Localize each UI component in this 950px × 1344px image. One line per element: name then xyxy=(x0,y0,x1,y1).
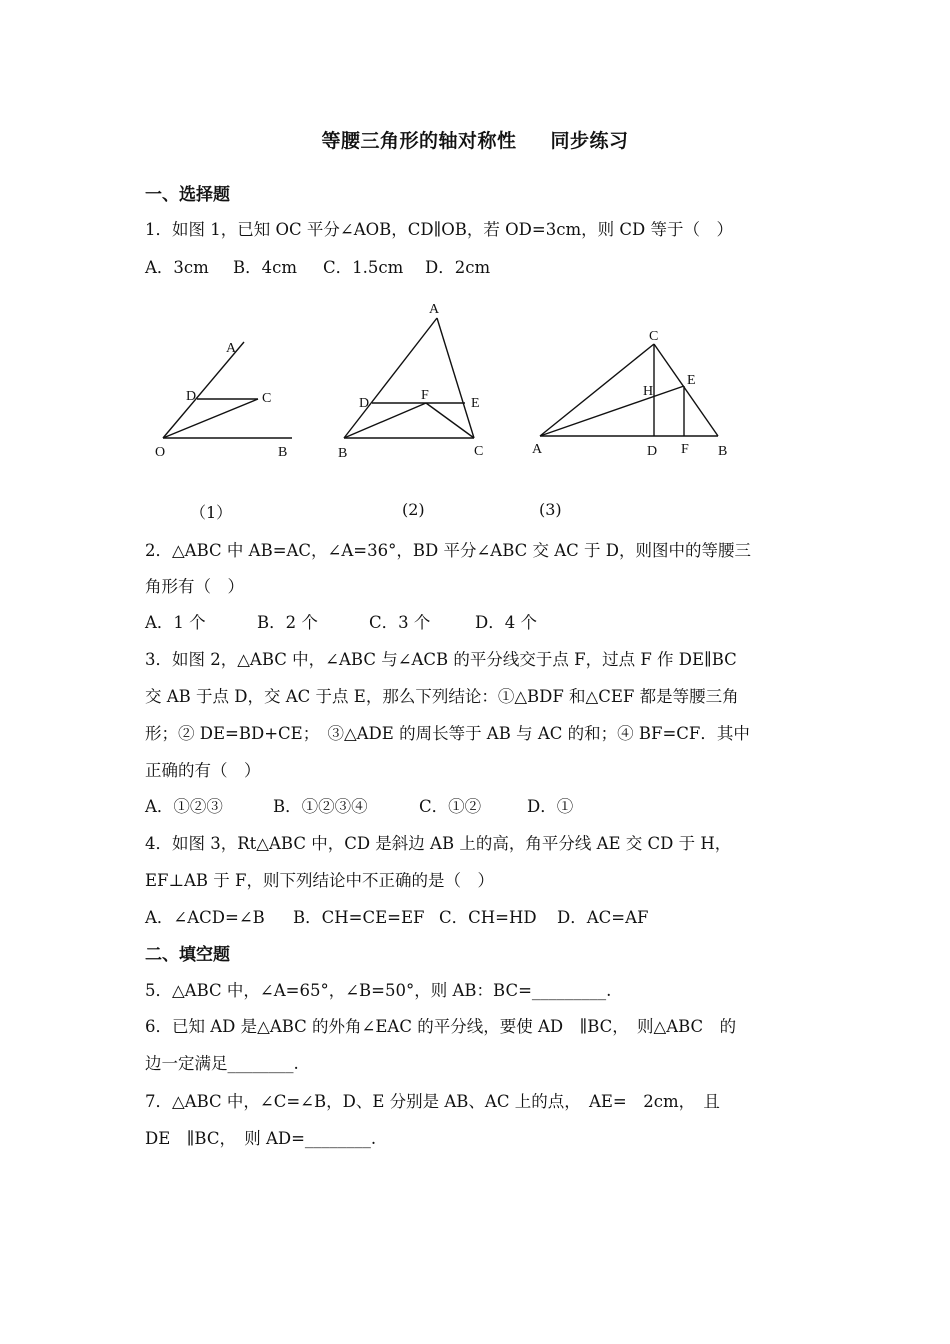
fig2-label-c: C xyxy=(474,444,484,459)
question-5-text: 5．△ABC 中，∠A=65°，∠B=50°，则 AB：BC=_________. xyxy=(145,981,612,1000)
option-b: B．4cm xyxy=(233,258,298,277)
fig1-label-d: D xyxy=(186,389,197,404)
question-1-text: 1．如图 1，已知 OC 平分∠AOB，CD∥OB，若 OD=3cm，则 CD 等于（ ） xyxy=(145,220,733,239)
question-7-line-2: DE ∥BC， 则 AD=________. xyxy=(145,1129,377,1148)
fig3-label-a: A xyxy=(532,442,543,457)
fig1-label-a: A xyxy=(226,341,237,356)
question-3-line-3: 形；② DE=BD+CE； ③△ADE 的周长等于 AB 与 AC 的和；④ BF=CF．其中 xyxy=(145,724,750,743)
fig3-bisector-ae xyxy=(540,386,684,436)
question-2-line-2: 角形有（ ） xyxy=(145,577,244,596)
title-sub: 同步练习 xyxy=(550,130,629,152)
figure-2-caption: (2) xyxy=(402,500,425,519)
option-d: D．① xyxy=(527,797,574,816)
fig3-label-f: F xyxy=(681,442,689,457)
question-3-line-1: 3．如图 2，△ABC 中，∠ABC 与∠ACB 的平分线交于点 F，过点 F 作 DE∥BC xyxy=(145,650,737,669)
option-a: A．∠ACD=∠B xyxy=(145,908,265,927)
option-c: C．3 个 xyxy=(369,613,431,632)
question-3-line-2: 交 AB 于点 D，交 AC 于点 E，那么下列结论：①△BDF 和△CEF 都是等腰三角 xyxy=(145,687,739,706)
question-6-line-1: 6．已知 AD 是△ABC 的外角∠EAC 的平分线，要使 AD ∥BC， 则△ABC 的 xyxy=(145,1017,737,1036)
option-a: A．1 个 xyxy=(145,613,206,632)
section-heading-choice: 一、选择题 xyxy=(145,185,230,205)
question-4-line-2: EF⊥AB 于 F，则下列结论中不正确的是（ ） xyxy=(145,871,494,890)
fig3-side-cb xyxy=(654,344,718,436)
option-c: C．1.5cm xyxy=(323,258,404,277)
fig1-label-o: O xyxy=(155,445,166,460)
option-c: C．CH=HD xyxy=(439,908,537,927)
question-7-line-1: 7．△ABC 中，∠C=∠B，D、E 分别是 AB、AC 上的点， AE= 2cm， 且 xyxy=(145,1092,720,1111)
fig3-label-b: B xyxy=(718,444,728,459)
question-6-line-2: 边一定满足________. xyxy=(145,1054,299,1073)
option-d: D．AC=AF xyxy=(557,908,649,927)
fig3-label-c: C xyxy=(649,329,659,344)
option-a: A．①②③ xyxy=(145,797,223,816)
question-3-line-4: 正确的有（ ） xyxy=(145,761,261,780)
question-4-options xyxy=(145,904,648,928)
section-heading-fill: 二、填空题 xyxy=(145,945,230,965)
question-4-line-1: 4．如图 3，Rt△ABC 中，CD 是斜边 AB 上的高，角平分线 AE 交 CD 于 H， xyxy=(145,834,732,853)
option-d: D．2cm xyxy=(425,258,491,277)
fig2-label-e: E xyxy=(471,396,480,411)
option-c: C．①② xyxy=(419,797,482,816)
fig2-label-b: B xyxy=(338,446,348,461)
option-b: B．CH=CE=EF xyxy=(293,908,425,927)
question-3-options xyxy=(145,793,573,817)
option-b: B．①②③④ xyxy=(273,797,368,816)
fig3-side-ac xyxy=(540,344,654,436)
fig2-label-d: D xyxy=(359,396,370,411)
option-a: A．3cm xyxy=(145,258,209,277)
title-main: 等腰三角形的轴对称性 xyxy=(321,130,517,152)
option-b: B．2 个 xyxy=(257,613,318,632)
figure-1-caption: （1） xyxy=(190,503,233,522)
fig3-label-h: H xyxy=(643,384,654,399)
figure-3-caption: (3) xyxy=(539,500,562,519)
fig3-label-e: E xyxy=(687,373,696,388)
question-2-options xyxy=(145,609,537,633)
fig1-label-c: C xyxy=(262,391,272,406)
fig3-label-d: D xyxy=(647,444,658,459)
fig2-label-a: A xyxy=(429,302,440,317)
question-2-line-1: 2．△ABC 中 AB=AC，∠A=36°，BD 平分∠ABC 交 AC 于 D，则图中的等腰三 xyxy=(145,541,752,560)
option-d: D．4 个 xyxy=(475,613,537,632)
fig2-label-f: F xyxy=(421,388,429,403)
fig1-label-b: B xyxy=(278,445,288,460)
